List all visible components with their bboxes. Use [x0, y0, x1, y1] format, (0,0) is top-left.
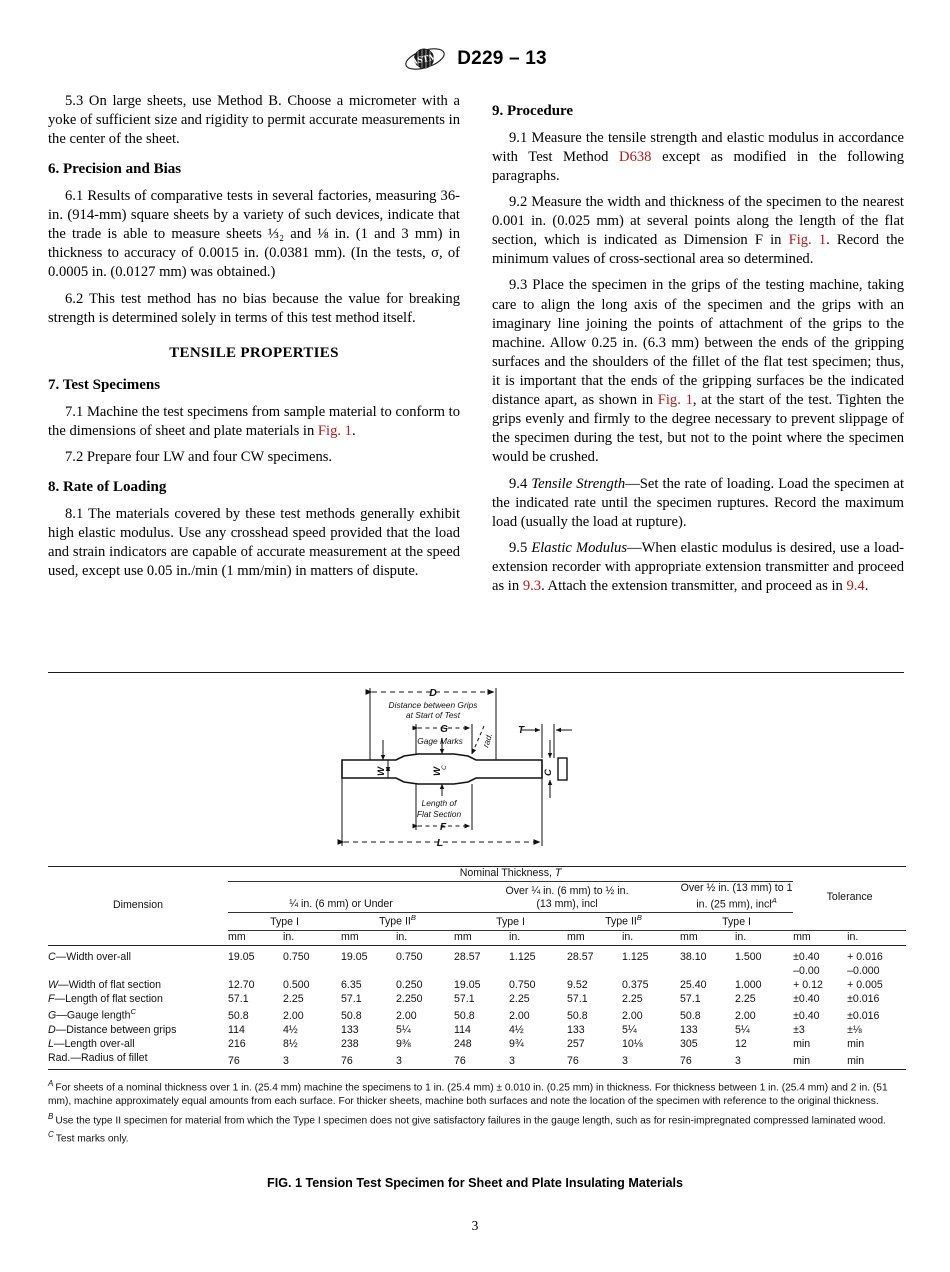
cell: 305: [680, 1037, 698, 1050]
cell: 2.25: [735, 993, 756, 1006]
header-unit-mm-5: mm: [680, 930, 735, 945]
cell: 9¾: [509, 1037, 524, 1050]
cell: 2.25: [622, 993, 643, 1006]
paragraph-9-4-number: 9.4: [509, 475, 532, 492]
cell: 12: [735, 1037, 747, 1050]
cell: 2.00: [622, 1009, 643, 1022]
footnote-a-text: For sheets of a nominal thickness over 1 in. (25.4 mm) machine the specimens to 1 in. (25.4 mm) ± 0.010 in. (0.25 mm) in thickness. For thickness between 1 in. (25.4 mm) and 2 in. (51 mm), machine approximately equal amounts from each surface. For thicker sheets, machine both surfaces and note the location of the specimen with reference to the original thickness.: [48, 1082, 888, 1108]
cell: 50.8: [341, 1009, 362, 1022]
cell: –0.00: [793, 965, 820, 978]
row-label-rad: Rad.—Radius of fillet: [48, 1052, 228, 1069]
cell: 2.00: [396, 1009, 417, 1022]
figure-label-gage-marks: Gage Marks: [417, 736, 463, 746]
cell: 2.00: [283, 1009, 304, 1022]
cell: 238: [341, 1037, 359, 1050]
tensile-properties-heading: TENSILE PROPERTIES: [169, 344, 339, 361]
table-row: [48, 1052, 906, 1069]
cell: 50.8: [680, 1009, 701, 1022]
cell: 2.00: [735, 1009, 756, 1022]
section-9-3-link[interactable]: 9.3: [522, 578, 542, 595]
cell: 3: [396, 1052, 454, 1069]
cell: 133: [680, 1023, 698, 1036]
header-type-1-b: Type I: [454, 913, 567, 931]
astm-logo-icon: [403, 44, 447, 74]
cell: 2.250: [396, 993, 423, 1006]
cell: 0.250: [396, 979, 423, 992]
paragraph-6-1: 6.1 Results of comparative tests in several factories, measuring 36-in. (914-mm) square sheets by a variety of such devices, indicate that the trade is able to measure sheets ⅓₂ and ⅛ in. (1 and 3 mm) in thickness to accuracy of 0.0015 in. (0.0381 mm). (In the tests, σ, of 0.0005 in. (0.0127 mm) was obtained.): [48, 187, 460, 281]
table-row: [48, 951, 906, 965]
figure-top-divider: [48, 672, 904, 673]
figure-label-L: L: [436, 837, 444, 849]
figure-1-link[interactable]: Fig. 1: [317, 423, 352, 440]
row-label-d: D—Distance between grips: [48, 1023, 177, 1036]
cell: + 0.016: [847, 951, 883, 964]
paragraph-9-4: [492, 475, 904, 532]
cell: 28.57: [454, 951, 481, 964]
figure-label-W: W: [376, 766, 387, 776]
header-nominal-thickness: Nominal Thickness, T: [228, 867, 793, 882]
paragraph-9-4-text: —Set the rate of loading. Load the specimen at the indicated rate until the specimen ruptures. Record the maximum load (usually the load at rupture).: [492, 475, 905, 530]
figure-label-distance-between-grips: Distance between Grips: [388, 700, 478, 710]
paragraph-5-3: 5.3 On large sheets, use Method B. Choose a micrometer with a yoke of sufficient size and rigidity to permit accurate measurements in the center of the sheet.: [48, 93, 460, 148]
paragraph-9-2: [492, 193, 904, 269]
cell: + 0.12: [793, 979, 823, 992]
cell: 28.57: [567, 951, 594, 964]
header-unit-in-6: in.: [847, 930, 906, 945]
cell: 4½: [283, 1023, 298, 1036]
cell: 257: [567, 1037, 585, 1050]
paragraph-9-1-text-a: 9.1 Measure the tensile strength and elastic modulus in accordance with Test Method: [492, 129, 904, 165]
cell: 0.375: [622, 979, 649, 992]
cell: 0.750: [396, 951, 423, 964]
header-unit-in-4: in.: [622, 930, 680, 945]
cell: 3: [283, 1052, 341, 1069]
table-row: [48, 993, 906, 1007]
figure-label-G: G: [440, 724, 448, 735]
paragraph-9-1-text-b: except as modified in the following paragraphs.: [492, 148, 904, 184]
cell: 1.500: [735, 951, 762, 964]
cell: 1.000: [735, 979, 762, 992]
cell: 38.10: [680, 951, 707, 964]
header-unit-in-5: in.: [735, 930, 793, 945]
cell: 3: [622, 1052, 680, 1069]
paragraph-8-1: 8.1 The materials covered by these test methods generally exhibit high elastic modulus. Use any crosshead speed provided that the load and strain indicators are capable of accurate measurement at the speed used, except use 0.05 in./min (1 mm/min) in matters of dispute.: [48, 505, 460, 580]
footnote-a: [48, 1078, 906, 1110]
cell: 248: [454, 1037, 472, 1050]
header-group-over-quarter: Over ¼ in. (6 mm) to ½ in. (13 mm), incl: [454, 881, 680, 912]
tension-specimen-drawing: [326, 678, 626, 856]
cell: 5¼: [735, 1023, 750, 1036]
cell: 76: [341, 1052, 396, 1069]
figure-label-T: T: [518, 725, 525, 736]
header-type-1-a: Type I: [228, 913, 341, 931]
cell: 19.05: [228, 951, 255, 964]
paragraph-7-2: 7.2 Prepare four LW and four CW specimens.: [65, 449, 333, 466]
paragraph-7-1: [48, 403, 460, 441]
figure-label-length-of: Length of: [421, 798, 457, 808]
cell: 9.52: [567, 979, 588, 992]
cell: 3: [735, 1052, 793, 1069]
cell: min: [847, 1037, 865, 1050]
header-unit-mm-1: mm: [228, 930, 283, 945]
paragraph-7-1-text-a: 7.1 Machine the test specimens from sample material to conform to the dimensions of sheet and plate materials in: [48, 404, 460, 440]
cell: 5¼: [622, 1023, 637, 1036]
cell: min: [793, 1052, 847, 1069]
cell: 0.750: [509, 979, 536, 992]
cell: 57.1: [680, 993, 701, 1006]
cell: 114: [454, 1023, 471, 1036]
cell: 216: [228, 1037, 246, 1050]
paragraph-6-2: 6.2 This test method has no bias because the value for breaking strength is determined solely in terms of this test method itself.: [48, 290, 460, 326]
cell: ±0.40: [793, 951, 820, 964]
header-group-over-half: Over ½ in. (13 mm) to 1 in. (25 mm), incl$^A$: [680, 881, 793, 912]
header-type-1-c: Type I: [680, 913, 793, 931]
cell: 5¼: [396, 1023, 411, 1036]
cell: 133: [341, 1023, 359, 1036]
cell: 1.125: [622, 951, 649, 964]
cell: 50.8: [454, 1009, 475, 1022]
paragraph-9-5: [492, 539, 904, 596]
table-row: [48, 1024, 906, 1038]
cell: ±0.40: [793, 993, 820, 1006]
cell: 76: [228, 1052, 283, 1069]
cell: 4½: [509, 1023, 524, 1036]
cell: 25.40: [680, 979, 707, 992]
cell: 57.1: [454, 993, 475, 1006]
header-unit-in-3: in.: [509, 930, 567, 945]
cell: min: [847, 1052, 906, 1069]
cell: 2.25: [283, 993, 304, 1006]
section-heading-7: 7. Test Specimens: [48, 377, 161, 394]
right-column: [492, 92, 904, 603]
header-unit-in-1: in.: [283, 930, 341, 945]
figure-1-link-2[interactable]: Fig. 1: [788, 232, 827, 249]
cell: 2.25: [509, 993, 530, 1006]
table-header-row-1: [48, 867, 906, 882]
footnote-b-text: Use the type II specimen for material from which the Type I specimen does not give satisfactory failures in the gauge length, such as for resin-impregnated compressed laminated wood.: [55, 1114, 886, 1126]
cell: ±0.016: [847, 1009, 880, 1022]
section-heading-9: 9. Procedure: [492, 103, 574, 119]
row-label-c: C—Width over-all: [48, 951, 132, 964]
footnote-c-text: Test marks only.: [55, 1133, 129, 1145]
footnote-b-mark: B: [48, 1111, 54, 1121]
left-column: [48, 92, 460, 588]
svg-text:ASTM: ASTM: [410, 52, 439, 68]
cell: min: [793, 1037, 811, 1050]
cell: 50.8: [228, 1009, 249, 1022]
figure-label-W-center: W: [432, 766, 443, 776]
header-unit-mm-4: mm: [567, 930, 622, 945]
paragraph-7-1-text-b: .: [351, 423, 356, 440]
paragraph-9-3-text-a: 9.3 Place the specimen in the grips of the testing machine, taking care to align the long axis of the specimen and the grips with an imaginary line joining the points of attachment of the grips to the machine. Allow 0.25 in. (6.3 mm) between the ends of the gripping surfaces and the shoulders of the fillet of the flat test specimen; thus, it is important that the ends of the gripping surfaces be the indicated distance apart, as shown in: [492, 277, 904, 409]
table-row: [48, 965, 906, 979]
paragraph-9-5-text-b: .: [864, 578, 869, 595]
cell: 57.1: [228, 993, 249, 1006]
figure-label-flat-section: Flat Section: [416, 809, 462, 819]
footnote-c-mark: C: [48, 1130, 54, 1140]
header-dimension: Dimension: [48, 867, 228, 946]
cell: ±⅛: [847, 1023, 862, 1036]
cell: 57.1: [341, 993, 362, 1006]
figure-label-F: F: [439, 822, 447, 833]
paragraph-9-4-term: Tensile Strength: [531, 475, 626, 492]
figure-label-rad: rad.: [480, 731, 495, 749]
header-type-2-b: Type $II^B$: [567, 913, 680, 931]
figure-label-D: D: [429, 687, 437, 699]
header-type-2-a: Type $II^B$: [341, 913, 454, 931]
paragraph-9-5-number: 9.5: [509, 539, 532, 556]
row-label-l: L—Length over-all: [48, 1037, 135, 1050]
body-columns: [48, 92, 904, 603]
table-row: [48, 1038, 906, 1052]
document-id: D229 – 13: [457, 48, 547, 69]
paragraph-9-1: [492, 129, 904, 186]
cell: 8½: [283, 1037, 298, 1050]
d638-link[interactable]: D638: [619, 148, 652, 165]
footnote-b: [48, 1111, 906, 1128]
cell: 57.1: [567, 993, 588, 1006]
dimension-table: [48, 866, 906, 1070]
header-unit-in-2: in.: [396, 930, 454, 945]
row-label-w: W—Width of flat section: [48, 979, 162, 992]
row-label-f: F—Length of flat section: [48, 993, 163, 1006]
cell: 76: [680, 1052, 735, 1069]
cell: –0.000: [847, 965, 880, 978]
figure-label-C-sub: C: [441, 765, 448, 770]
paragraph-9-5-text-a: —When elastic modulus is desired, use a load-extension recorder with appropriate extension transmitter and proceed as in: [492, 539, 905, 595]
cell: 133: [567, 1023, 585, 1036]
section-heading-6: 6. Precision and Bias: [48, 161, 182, 178]
cell: ±0.016: [847, 993, 880, 1006]
paragraph-9-2-text-a: 9.2 Measure the width and thickness of the specimen to the nearest 0.001 in. (0.025 mm) at several points along the length of the flat section, which is indicated as Dimension F in: [492, 193, 904, 249]
header-unit-mm-2: mm: [341, 930, 396, 945]
figure-caption: FIG. 1 Tension Test Specimen for Sheet and Plate Insulating Materials: [267, 1176, 683, 1190]
header-unit-mm-6: mm: [793, 930, 847, 945]
dimension-table-wrapper: [48, 866, 906, 1070]
cell: 9⅜: [396, 1037, 411, 1050]
cell: 76: [567, 1052, 622, 1069]
cell: 10⅛: [622, 1037, 643, 1050]
paragraph-9-5-term: Elastic Modulus: [531, 539, 628, 556]
cell: 76: [454, 1052, 509, 1069]
cell: 3: [509, 1052, 567, 1069]
paragraph-9-5-text-mid: . Attach the extension transmitter, and proceed as in: [541, 578, 847, 595]
cell: 1.125: [509, 951, 536, 964]
cell: 114: [228, 1023, 245, 1036]
figure-label-C: C: [543, 769, 554, 776]
cell: 6.35: [341, 979, 362, 992]
row-label-g: G—Gauge length$^C$: [48, 1007, 136, 1022]
figure-1-link-3[interactable]: Fig. 1: [657, 392, 693, 409]
cell: 2.00: [509, 1009, 530, 1022]
cell: 19.05: [341, 951, 368, 964]
header-tolerance: Tolerance: [793, 867, 906, 931]
header-unit-mm-3: mm: [454, 930, 509, 945]
document-header: [0, 44, 950, 84]
cell: 0.750: [283, 951, 310, 964]
table-footnotes: [48, 1078, 906, 1147]
figure-1-specimen-diagram: [48, 678, 904, 856]
cell: ±0.40: [793, 1009, 820, 1022]
table-row: [48, 1007, 906, 1024]
cell: ±3: [793, 1023, 805, 1036]
cell: 12.70: [228, 979, 255, 992]
footnote-a-mark: A: [48, 1079, 54, 1088]
section-9-4-link[interactable]: 9.4: [846, 578, 865, 595]
header-group-quarter-under: ¼ in. (6 mm) or Under: [228, 881, 454, 912]
footnote-c: [48, 1129, 906, 1146]
paragraph-9-3-text-b: , at the start of the test. Tighten the grips evenly and firmly to the degree necessary to prevent slippage of the specimen during the test, but not to the point where the specimen would be crushed.: [492, 392, 904, 466]
section-heading-8: 8. Rate of Loading: [48, 479, 167, 496]
cell: 50.8: [567, 1009, 588, 1022]
page-number: 3: [471, 1218, 479, 1233]
table-row: [48, 979, 906, 993]
paragraph-9-3: [492, 276, 904, 467]
figure-label-at-start-of-test: at Start of Test: [405, 710, 461, 720]
paragraph-9-2-text-b: . Record the minimum values of cross-sectional area so determined.: [492, 232, 905, 268]
cell: 0.500: [283, 979, 310, 992]
cell: + 0.005: [847, 979, 883, 992]
cell: 19.05: [454, 979, 481, 992]
